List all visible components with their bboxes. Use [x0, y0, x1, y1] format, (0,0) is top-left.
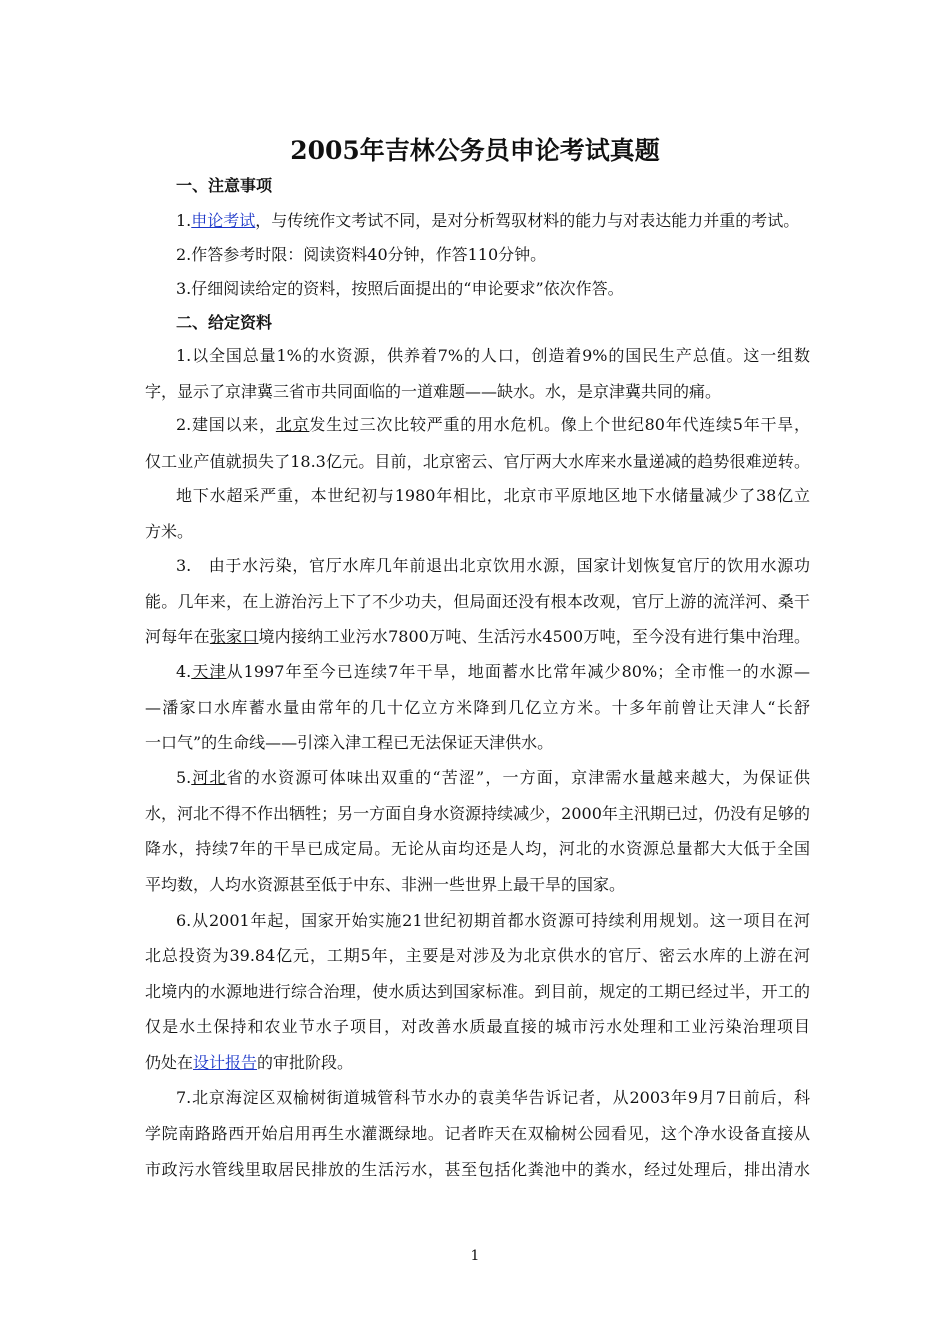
paragraph-7-line: 市政污水管线里取居民排放的生活污水，甚至包括化粪池中的粪水，经过处理后，排出清水	[145, 1160, 810, 1179]
paragraph-5-line: 降水，持续7年的干旱已成定局。无论从亩均还是人均，河北的水资源总量都大大低于全国	[145, 839, 810, 858]
section-heading-notes: 一、注意事项	[176, 176, 273, 195]
paragraph-6-line: 仅是水土保持和农业节水子项目，对改善水质最直接的城市污水处理和工业污染治理项目	[145, 1017, 810, 1036]
paragraph-6-line: 6.从2001年起，国家开始实施21世纪初期首都水资源可持续利用规划。这一项目在河	[176, 911, 810, 930]
paragraph-2-line: 仅工业产值就损失了18.3亿元。目前，北京密云、官厅两大水库来水量递减的趋势很难逆转。	[145, 452, 810, 471]
paragraph-7-line: 7.北京海淀区双榆树街道城管科节水办的袁美华告诉记者，从2003年9月7日前后，科	[176, 1088, 810, 1107]
paragraph-4-line: 一口气”的生命线——引滦入津工程已无法保证天津供水。	[145, 733, 554, 752]
note-item-2: 2.作答参考时限：阅读资料40分钟，作答110分钟。	[176, 245, 547, 264]
paragraph-3-line: 3. 由于水污染，官厅水库几年前退出北京饮用水源，国家计划恢复官厅的饮用水源功	[176, 556, 810, 575]
paragraph-6-line: 北总投资为39.84亿元，工期5年，主要是对涉及为北京供水的官厅、密云水库的上游在河	[145, 946, 810, 965]
paragraph-7-line: 学院南路路西开始启用再生水灌溉绿地。记者昨天在双榆树公园看见，这个净水设备直接从	[145, 1124, 810, 1143]
paragraph-1-line: 1.以全国总量1%的水资源，供养着7%的人口，创造着9%的国民生产总值。这一组数	[176, 346, 810, 365]
paragraph-6-line: 仍处在设计报告的审批阶段。	[145, 1053, 354, 1072]
paragraph-3-line: 河每年在张家口境内接纳工业污水7800万吨、生活污水4500万吨，至今没有进行集中治理。	[145, 627, 810, 646]
note-item-3: 3.仔细阅读给定的资料，按照后面提出的“申论要求”依次作答。	[176, 279, 624, 298]
page-number: 1	[470, 1248, 480, 1264]
paragraph-5-line: 5.河北省的水资源可体味出双重的“苦涩”，一方面，京津需水量越来越大，为保证供	[176, 768, 810, 787]
paragraph-2b-line: 地下水超采严重，本世纪初与1980年相比，北京市平原地区地下水储量减少了38亿立	[176, 486, 810, 505]
paragraph-6-line: 北境内的水源地进行综合治理，使水质达到国家标准。到目前，规定的工期已经过半，开工的	[145, 982, 810, 1001]
paragraph-5-line: 水，河北不得不作出牺牲；另一方面自身水资源持续减少，2000年主汛期已过，仍没有足够的	[145, 804, 810, 823]
paragraph-3-line: 能。几年来，在上游治污上下了不少功夫，但局面还没有根本改观，官厅上游的流洋河、桑干	[145, 592, 810, 611]
page-title: 2005年吉林公务员申论考试真题	[290, 136, 660, 165]
section-heading-materials: 二、给定资料	[176, 313, 273, 332]
design-report-link[interactable]: 设计报告	[193, 1053, 258, 1072]
paragraph-4-line: 4.天津从1997年至今已连续7年干旱，地面蓄水比常年减少80%；全市惟一的水源—	[176, 662, 810, 681]
zhangjiakou-term: 张家口	[209, 627, 259, 646]
beijing-term: 北京	[275, 415, 310, 434]
paragraph-5-line: 平均数，人均水资源甚至低于中东、非洲一些世界上最干旱的国家。	[145, 875, 626, 894]
paragraph-4-line: —潘家口水库蓄水量由常年的几十亿立方米降到几亿立方米。十多年前曾让天津人“长舒	[145, 698, 810, 717]
tianjin-term: 天津	[191, 662, 227, 681]
paragraph-2-line: 2.建国以来，北京发生过三次比较严重的用水危机。像上个世纪80年代连续5年干旱，	[176, 415, 810, 434]
note-item-1: 1.申论考试，与传统作文考试不同，是对分析驾驭材料的能力与对表达能力并重的考试。	[176, 211, 800, 230]
shenlun-exam-link[interactable]: 申论考试	[191, 211, 256, 230]
paragraph-2b-line: 方米。	[145, 522, 194, 541]
paragraph-1-line: 字，显示了京津冀三省市共同面临的一道难题——缺水。水，是京津冀共同的痛。	[145, 382, 722, 401]
hebei-term: 河北	[191, 768, 227, 787]
